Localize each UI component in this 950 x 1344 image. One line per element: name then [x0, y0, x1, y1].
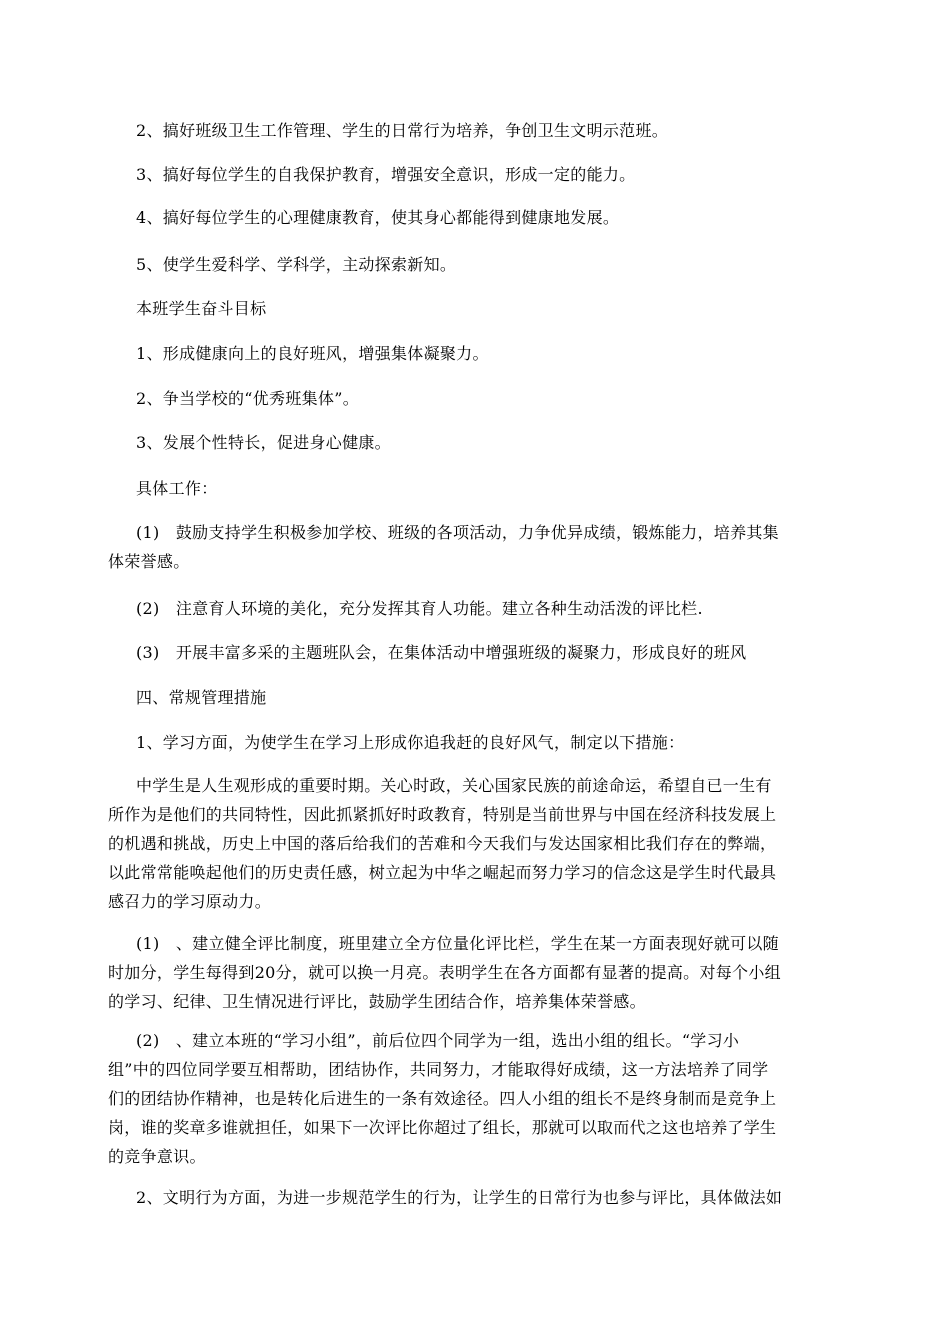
paragraph-study-groups: [108, 1026, 860, 1171]
paragraph-line: 们的团结协作精神，也是转化后进生的一条有效途径。四人小组的组长不是终身制而是竞争上: [108, 1089, 777, 1108]
paragraph-line: 的学习、纪律、卫生情况进行评比，鼓励学生团结合作，培养集体荣誉感。: [108, 992, 646, 1011]
paragraph-line: 体荣誉感。: [108, 552, 190, 571]
heading-class-goals: 本班学生奋斗目标: [136, 299, 267, 318]
paragraph-safety-goal: 3、搞好每位学生的自我保护教育，增强安全意识，形成一定的能力。: [136, 165, 636, 184]
paragraph-line: 组”中的四位同学要互相帮助，团结协作，共同努力，才能取得好成绩，这一方法培养了同学: [108, 1060, 769, 1079]
paragraph-evaluation-system: [108, 929, 860, 1016]
paragraph-study-measures: 1、学习方面，为使学生在学习上形成你追我赶的良好风气，制定以下措施：: [136, 733, 685, 752]
paragraph-line: (1) 、建立健全评比制度，班里建立全方位量化评比栏，学生在某一方面表现好就可以随: [136, 934, 779, 953]
paragraph-goal-1: 1、形成健康向上的良好班风，增强集体凝聚力。: [136, 344, 489, 363]
paragraph-line: (1) 鼓励支持学生积极参加学校、班级的各项活动，力争优异成绩，锻炼能力，培养其集: [136, 523, 779, 542]
heading-specific-work: 具体工作：: [136, 479, 218, 498]
paragraph-current-affairs-education: [108, 771, 860, 916]
paragraph-civilized-behavior: 2、文明行为方面，为进一步规范学生的行为，让学生的日常行为也参与评比，具体做法如: [136, 1188, 783, 1207]
paragraph-work-item-2: (2) 注意育人环境的美化，充分发挥其育人功能。建立各种生动活泼的评比栏.: [136, 599, 703, 618]
paragraph-hygiene-goal: 2、搞好班级卫生工作管理、学生的日常行为培养，争创卫生文明示范班。: [136, 121, 669, 140]
paragraph-mental-health-goal: 4、搞好每位学生的心理健康教育，使其身心都能得到健康地发展。: [136, 208, 620, 227]
paragraph-goal-3: 3、发展个性特长，促进身心健康。: [136, 433, 391, 452]
paragraph-goal-2: 2、争当学校的“优秀班集体”。: [136, 389, 360, 408]
paragraph-line: (2) 、建立本班的“学习小组”，前后位四个同学为一组，选出小组的组长。“学习小: [136, 1031, 740, 1050]
paragraph-line: 的机遇和挑战，历史上中国的落后给我们的苦难和今天我们与发达国家相比我们存在的弊端，: [108, 834, 777, 853]
paragraph-line: 时加分，学生每得到20分，就可以换一月亮。表明学生在各方面都有显著的提高。对每个小组: [108, 963, 781, 982]
paragraph-line: 岗，谁的奖章多谁就担任，如果下一次评比你超过了组长，那就可以取而代之这也培养了学生: [108, 1118, 777, 1137]
paragraph-science-goal: 5、使学生爱科学、学科学，主动探索新知。: [136, 255, 457, 274]
paragraph-work-item-1: [108, 518, 860, 576]
heading-management-measures: 四、常规管理措施: [136, 688, 267, 707]
paragraph-line: 的竞争意识。: [108, 1147, 206, 1166]
paragraph-line: 所作为是他们的共同特性，因此抓紧抓好时政教育，特别是当前世界与中国在经济科技发展上: [108, 805, 777, 824]
paragraph-line: 中学生是人生观形成的重要时期。关心时政，关心国家民族的前途命运，希望自已一生有: [136, 776, 772, 795]
paragraph-line: 感召力的学习原动力。: [108, 892, 272, 911]
paragraph-work-item-3: (3) 开展丰富多采的主题班队会，在集体活动中增强班级的凝聚力，形成良好的班风: [136, 643, 747, 662]
paragraph-line: 以此常常能唤起他们的历史责任感，树立起为中华之崛起而努力学习的信念这是学生时代最具: [108, 863, 777, 882]
